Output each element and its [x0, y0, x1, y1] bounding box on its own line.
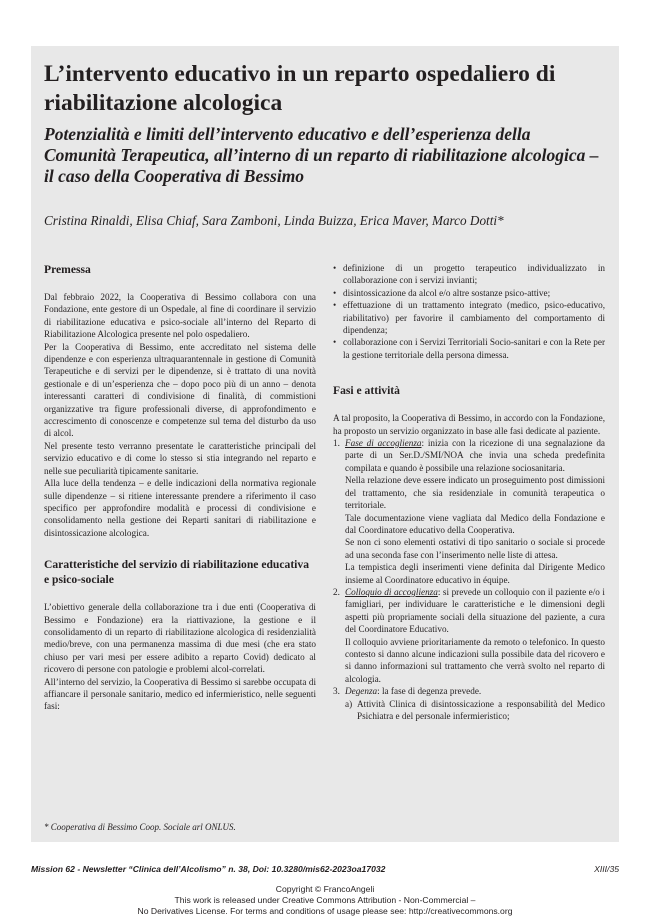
license-line: This work is released under Creative Commons Attribution - Non-Commercial – [174, 895, 476, 905]
page-number: XIII/35 [594, 864, 619, 874]
sub-list-text: Attività Clinica di disintossicazione a responsabilità del Medico Psichiatra e del personale infermieristico; [357, 698, 605, 721]
list-item: • collaborazione con i Servizi Territoriali Socio-sanitari e con la Rete per la gestione territoriale della persona dimessa. [333, 336, 605, 361]
list-item [333, 685, 605, 722]
section-heading-premessa: Premessa [44, 263, 91, 276]
paragraph: Dal febbraio 2022, la Cooperativa di Bessimo collabora con una Fondazione, ente gestore di un Ospedale, al fine di coordinare il servizio di riabilitazione educativa e psico-sociale all’interno del Reparto di Riabilitazione Alcologica presente nel polo ospedaliero. [44, 292, 316, 340]
article-title: L’intervento educativo in un reparto ospedaliero di riabilitazione alcologica [44, 61, 556, 116]
paragraph: Tale documentazione viene vagliata dal Medico della Fondazione e dal Coordinatore educativo della Cooperativa. [345, 512, 605, 535]
sub-list-item [345, 698, 605, 723]
section-heading-fasi: Fasi e attività [333, 384, 400, 398]
footer-citation: Mission 62 - Newsletter “Clinica dell’Alcolismo” n. 38, Doi: 10.3280/mis62-2023oa17032 [31, 864, 386, 874]
paragraph: Se non ci sono elementi ostativi di tipo sanitario o sociale si procede ad una seconda fase con l’inserimento nelle liste di attesa. [345, 537, 605, 560]
phase-label: Colloquio di accoglienza [345, 586, 438, 597]
list-number: 3. [333, 686, 340, 697]
license-line: No Derivatives License. For terms and conditions of usage please see: http://creativecommons.org [137, 906, 513, 916]
list-item [333, 586, 605, 685]
phase-description [345, 586, 605, 636]
paragraph: Nel presente testo verranno presentate le caratteristiche principali del servizio educativo e di come lo stesso si stia integrando nel reparto e nelle sue peculiarità tipicamente sanitarie. [44, 440, 316, 476]
paragraph: A tal proposito, la Cooperativa di Bessimo, in accordo con la Fondazione, ha proposto un servizio organizzato in base alle fasi dedicate al paziente. [333, 413, 605, 436]
sub-list-number: a) [345, 698, 353, 709]
phases-bullet-list [333, 262, 605, 361]
phase-description [345, 685, 605, 697]
article-authors: Cristina Rinaldi, Elisa Chiaf, Sara Zamboni, Linda Buizza, Erica Maver, Marco Dotti* [44, 213, 504, 228]
phase-label: Degenza [345, 686, 378, 697]
list-number: 1. [333, 438, 340, 449]
phase-text: : la fase di degenza prevede. [377, 686, 482, 697]
list-item: • effettuazione di un trattamento integrato (medico, psico-educativo, riabilitativo) per favorire il cambiamento del comportamento di dipendenza; [333, 299, 605, 336]
right-column [333, 262, 605, 722]
paragraph: Per la Cooperativa di Bessimo, ente accreditato nel sistema delle dipendenze e con esperienza ultraquarantennale in gestione di Comunità Terapeutiche e di servizi per le dipendenze, si è trattato di una novità gestionale e di un’esperienza che – dopo poco più di un anno – denota interessanti caratteri di condivisione di finalità, di commistioni organizzative tra figure professionali diverse, di approfondimento e accrescimento di conoscenze e competenze sul tema del disturbo da uso di alcol. [44, 341, 316, 439]
list-item: • disintossicazione da alcol e/o altre sostanze psico-attive; [333, 287, 605, 299]
copyright-line: Copyright © FrancoAngeli [275, 884, 375, 894]
paragraph: Nella relazione deve essere indicato un proseguimento post dimissioni del trattamento, che sia residenziale in comunità terapeutica o territoriale. [345, 475, 605, 511]
paragraph: Alla luce della tendenza – e delle indicazioni della normativa regionale sulle dipendenze – si ritiene interessante prendere a riferimento il caso specifico per approfondire modalità e processi di condivisione e consolidamento nella gestione dei Reparti sanitari di riabilitazione e disintossicazione alcologica. [44, 478, 316, 538]
article-subtitle: Potenzialità e limiti dell’intervento educativo e dell’esperienza della Comunità Terapeutica, all’interno di un reparto di riabilitazione alcologica – il caso della Cooperativa di Bessimo [44, 124, 599, 186]
phases-numbered-list [333, 437, 605, 722]
phase-text: : si prevede un colloquio con il paziente e/o i famigliari, per individuare le caratteristiche e le dimensioni degli aspetti più propriamente sociali della situazione del paziente, a cura del Coordinatore Educativo. [345, 586, 605, 635]
left-column [44, 262, 316, 713]
paragraph: L’obiettivo generale della collaborazione tra i due enti (Cooperativa di Bessimo e Fondazione) era la riattivazione, la gestione e il consolidamento di un reparto di riabilitazione alcologica di residenzialità medio/breve, con una permanenza massima di due mesi (che era stato chiuso per vari mesi per essere adibito a reparto Covid) dedicato al ricovero di persone con patologie e problemi alcol-correlati. [44, 602, 316, 675]
list-item [333, 437, 605, 586]
footnote: * Cooperativa di Bessimo Coop. Sociale arl ONLUS. [44, 822, 236, 832]
paragraph: Il colloquio avviene prioritariamente da remoto o telefonico. In questo contesto si danno alcune indicazioni sulla possibile data del ricovero e si danno informazioni sul trattamento che verrà svolto nel reparto di alcologia. [345, 636, 605, 684]
phase-label: Fase di accoglienza [345, 438, 422, 449]
phase-description [345, 437, 605, 474]
license-notice [0, 884, 650, 917]
list-number: 2. [333, 586, 340, 597]
paragraph: All’interno del servizio, la Cooperativa di Bessimo si sarebbe occupata di affiancare il personale sanitario, medico ed infermieristico, nelle seguenti fasi: [44, 676, 316, 712]
list-item: • definizione di un progetto terapeutico individualizzato in collaborazione con i servizi invianti; [333, 262, 605, 287]
paragraph: La tempistica degli inserimenti viene definita dal Dirigente Medico insieme al Coordinatore educativo in équipe. [345, 562, 605, 585]
phase-text: : inizia con la ricezione di una segnalazione da parte di un Ser.D./SMI/NOA che invia una scheda predefinita compilata e quando è possibile una relazione sociosanitaria. [345, 438, 605, 473]
section-heading-caratteristiche: Caratteristiche del servizio di riabilitazione educativa e psico-sociale [44, 558, 309, 587]
